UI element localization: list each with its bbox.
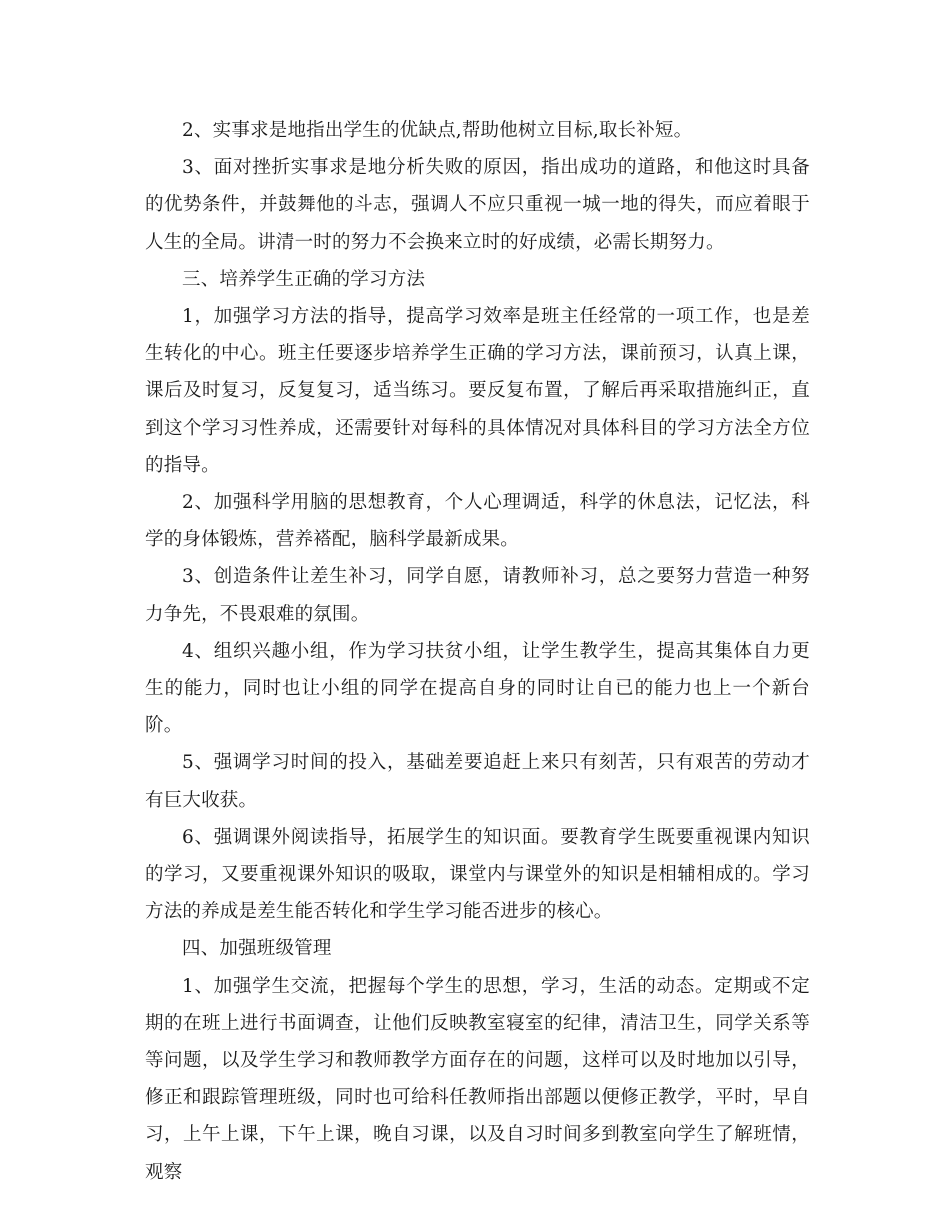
section-heading-study-methods: 三、培养学生正确的学习方法 [182,268,426,290]
paragraph-method-1-guidance: 1，加强学习方法的指导，提高学习效率是班主任经常的一项工作，也是差生转化的中心。班主任要逐步培养学生正确的学习方法，课前预习，认真上课，课后及时复习，反复复习，适当练习。要反复布置，了解后再采取措施纠正，直到这个学习习性养成，还需要针对每科的具体情况对具体科目的学习方法全方位的指导。 [145,306,810,476]
paragraph-method-5-study-time: 5、强调学习时间的投入，基础差要追赶上来只有刻苦，只有艰苦的劳动才有巨大收获。 [145,752,810,811]
paragraph-point-3-setbacks: 3、面对挫折实事求是地分析失败的原因，指出成功的道路，和他这时具备的优势条件，并鼓舞他的斗志，强调人不应只重视一城一地的得失，而应着眼于人生的全局。讲清一时的努力不会换来立时的好成绩，必需长期努力。 [145,157,810,253]
paragraph-method-2-brain-use: 2、加强科学用脑的思想教育，个人心理调适，科学的休息法，记忆法，科学的身体锻炼，营养褡配，脑科学最新成果。 [145,492,810,551]
paragraph-method-4-interest-groups: 4、组织兴趣小组，作为学习扶贫小组，让学生教学生，提高其集体自力更生的能力，同时也让小组的同学在提高自身的同时让自已的能力也上一个新台阶。 [145,640,810,737]
paragraph-management-1-communication: 1、加强学生交流，把握每个学生的思想，学习，生活的动态。定期或不定期的在班上进行书面调查，让他们反映教室寝室的纪律，清洁卫生，同学关系等等问题，以及学生学习和教师教学方面存在的问题，这样可以及时地加以引导，修正和跟踪管理班级，同时也可给科任教师指出部题以便修正教学，平时，早自习，上午上课，下午上课，晚自习课，以及自习时间多到教室向学生了解班情，观察 [145,975,810,1183]
paragraph-method-3-tutoring: 3、创造条件让差生补习，同学自愿，请教师补习，总之要努力营造一种努力争先，不畏艰难的氛围。 [145,566,810,625]
section-heading-class-management: 四、加强班级管理 [182,938,332,960]
document-page [145,112,810,1191]
paragraph-point-2-strengths: 2、实事求是地指出学生的优缺点,帮助他树立目标,取长补短。 [182,120,693,141]
paragraph-method-6-reading: 6、强调课外阅读指导，拓展学生的知识面。要教育学生既要重视课内知识的学习，又要重视课外知识的吸取，课堂内与课堂外的知识是相辅相成的。学习方法的养成是差生能否转化和学生学习能否进步的核心。 [145,826,810,923]
